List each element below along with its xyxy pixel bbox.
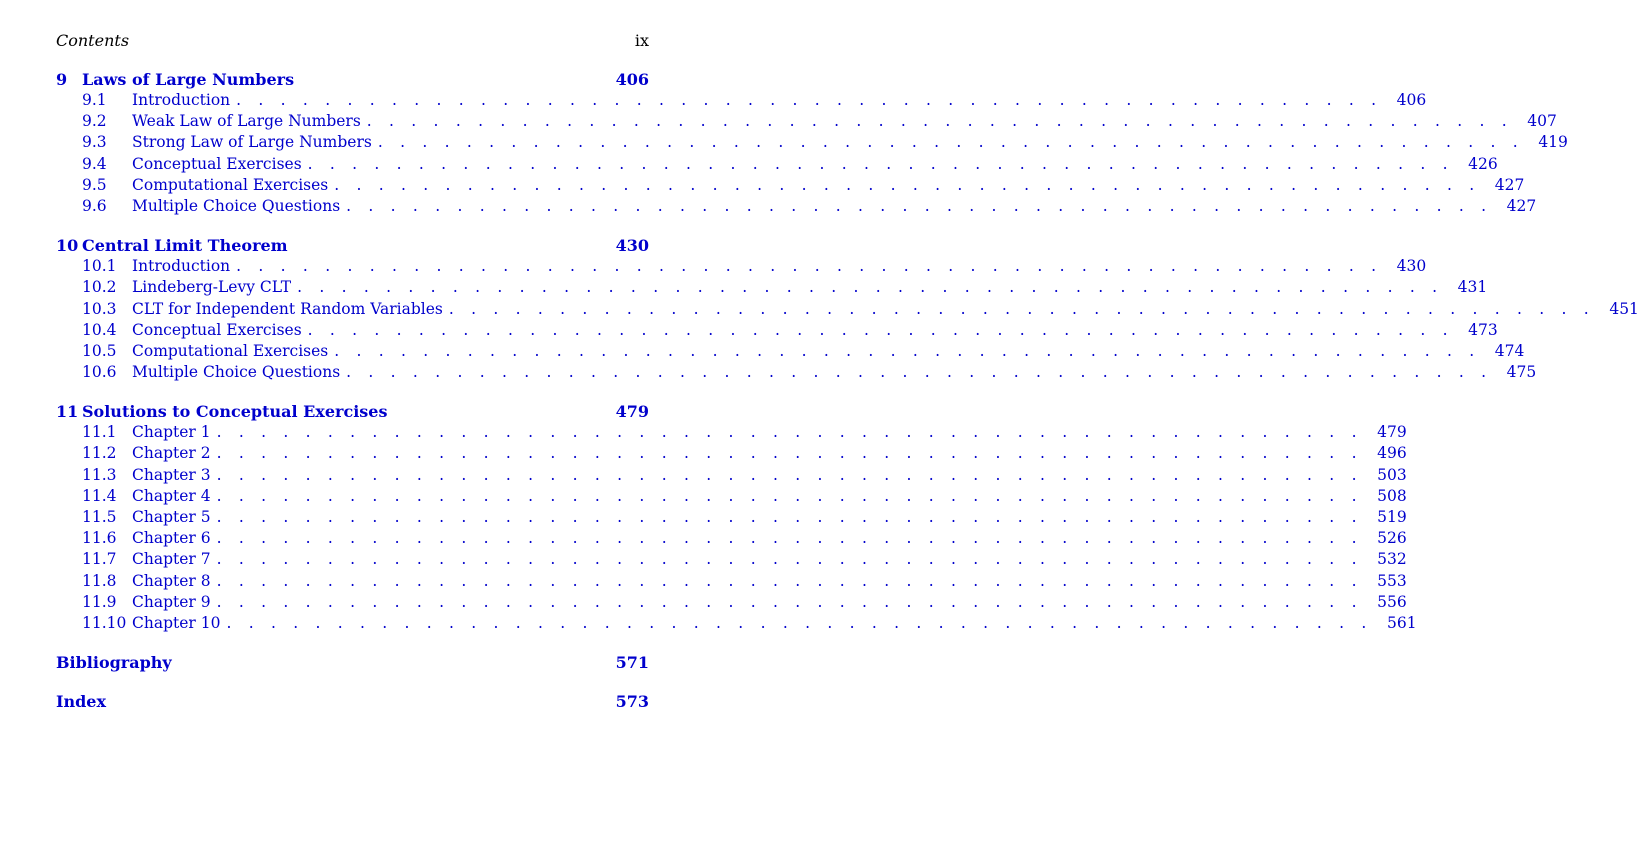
chapter-title: Index (56, 692, 107, 712)
section-number: 10.5 (82, 341, 117, 360)
section-number: 10.6 (82, 363, 117, 382)
dot-leader: . . . . . . . . . . . . . . . . . . . . . . . . . . . . . . . . . . . . . . . . . . . . . . . . . . . . (226, 613, 1373, 632)
section-title: Chapter 2 (132, 444, 211, 463)
section-title: Chapter 10 (132, 613, 221, 632)
chapter-number: 9 (56, 70, 68, 89)
chapter-title: Solutions to Conceptual Exercises (82, 402, 388, 422)
toc-section-link[interactable] (56, 592, 1407, 613)
dot-leader: . . . . . . . . . . . . . . . . . . . . . . . . . . . . . . . . . . . . . . . . . . . . . . . . . . . . (307, 320, 1454, 339)
section-title: Chapter 3 (132, 465, 211, 484)
section-page-number: 503 (1377, 465, 1407, 484)
dot-leader: . . . . . . . . . . . . . . . . . . . . . . . . . . . . . . . . . . . . . . . . . . . . . . . . . . . . (346, 363, 1493, 382)
section-title: Chapter 6 (132, 529, 211, 548)
section-page-number: 427 (1494, 175, 1525, 194)
dot-leader: . . . . . . . . . . . . . . . . . . . . . . . . . . . . . . . . . . . . . . . . . . . . . . . . . . . . (216, 592, 1363, 611)
toc-section-link[interactable] (56, 277, 1488, 298)
chapter-page-number: 430 (615, 236, 649, 256)
toc-chapter (56, 652, 649, 673)
section-page-number: 553 (1377, 571, 1407, 590)
section-page-number: 451 (1609, 299, 1639, 318)
dot-leader: . . . . . . . . . . . . . . . . . . . . . . . . . . . . . . . . . . . . . . . . . . . . . . . . . . . . (334, 341, 1481, 360)
toc-section-link[interactable] (56, 486, 1407, 507)
dot-leader: . . . . . . . . . . . . . . . . . . . . . . . . . . . . . . . . . . . . . . . . . . . . . . . . . . . . (334, 175, 1481, 194)
section-page-number: 474 (1494, 341, 1525, 360)
section-page-number: 519 (1377, 508, 1407, 526)
toc-chapter-link[interactable] (56, 401, 649, 422)
section-number: 11.5 (82, 508, 117, 526)
section-page-number: 406 (1396, 91, 1427, 109)
section-title: Computational Exercises (132, 341, 329, 360)
section-title: Strong Law of Large Numbers (132, 133, 372, 152)
section-page-number: 427 (1506, 196, 1537, 215)
section-number: 11.4 (82, 486, 117, 505)
section-number: 10.1 (82, 257, 117, 276)
section-page-number: 473 (1468, 320, 1498, 339)
toc-section-link[interactable] (56, 154, 1498, 175)
section-title: Chapter 4 (132, 486, 211, 505)
section-title: Chapter 8 (132, 571, 211, 590)
running-head-title: Contents (56, 31, 130, 50)
toc-section-link[interactable] (56, 465, 1407, 486)
toc-section-link[interactable] (56, 613, 1417, 634)
section-title: Chapter 5 (132, 508, 211, 526)
dot-leader: . . . . . . . . . . . . . . . . . . . . . . . . . . . . . . . . . . . . . . . . . . . . . . . . . . . . (216, 486, 1363, 505)
dot-leader: . . . . . . . . . . . . . . . . . . . . . . . . . . . . . . . . . . . . . . . . . . . . . . . . . . . . (216, 529, 1363, 548)
dot-leader: . . . . . . . . . . . . . . . . . . . . . . . . . . . . . . . . . . . . . . . . . . . . . . . . . . . . (366, 112, 1513, 131)
dot-leader: . . . . . . . . . . . . . . . . . . . . . . . . . . . . . . . . . . . . . . . . . . . . . . . . . . . . (377, 133, 1524, 152)
toc-section-link[interactable] (56, 320, 1498, 341)
toc-section-link[interactable] (56, 196, 1537, 217)
section-number: 10.3 (82, 299, 117, 318)
chapter-title: Central Limit Theorem (82, 236, 288, 256)
toc-chapter (56, 691, 649, 712)
section-page-number: 419 (1538, 133, 1568, 152)
toc-chapter (56, 401, 1417, 634)
section-number: 11.7 (82, 550, 117, 569)
chapter-number: 10 (56, 236, 79, 256)
dot-leader: . . . . . . . . . . . . . . . . . . . . . . . . . . . . . . . . . . . . . . . . . . . . . . . . . . . . (307, 154, 1454, 173)
chapter-number: 11 (56, 402, 79, 422)
section-title: Lindeberg-Levy CLT (132, 278, 292, 297)
dot-leader: . . . . . . . . . . . . . . . . . . . . . . . . . . . . . . . . . . . . . . . . . . . . . . . . . . . . (236, 91, 1383, 109)
toc-section-link[interactable] (56, 175, 1525, 196)
section-page-number: 556 (1377, 592, 1407, 611)
section-title: Multiple Choice Questions (132, 196, 341, 215)
section-title: CLT for Independent Random Variables (132, 299, 443, 318)
running-head (56, 31, 649, 51)
page-number: ix (634, 31, 649, 50)
chapter-title: Laws of Large Numbers (82, 70, 295, 89)
section-title: Multiple Choice Questions (132, 363, 341, 382)
section-title: Computational Exercises (132, 175, 329, 194)
section-title: Introduction (132, 91, 231, 109)
section-number: 9.1 (82, 91, 107, 109)
dot-leader: . . . . . . . . . . . . . . . . . . . . . . . . . . . . . . . . . . . . . . . . . . . . . . . . . . . . (216, 550, 1363, 569)
toc-section-link[interactable] (56, 90, 1427, 111)
section-number: 11.6 (82, 529, 117, 548)
section-title: Chapter 1 (132, 423, 211, 442)
toc-chapter-link[interactable] (56, 691, 649, 712)
toc-section-link[interactable] (56, 549, 1407, 570)
section-title: Weak Law of Large Numbers (132, 112, 361, 131)
section-page-number: 561 (1386, 613, 1417, 632)
section-page-number: 496 (1377, 444, 1407, 463)
toc-section-link[interactable] (56, 507, 1407, 528)
section-number: 9.5 (82, 175, 107, 194)
section-number: 11.1 (82, 423, 117, 442)
dot-leader: . . . . . . . . . . . . . . . . . . . . . . . . . . . . . . . . . . . . . . . . . . . . . . . . . . . . (216, 571, 1363, 590)
section-page-number: 426 (1468, 154, 1498, 173)
section-page-number: 532 (1377, 550, 1407, 569)
section-page-number: 508 (1377, 486, 1407, 505)
toc-chapter (56, 235, 1639, 383)
section-number: 10.4 (82, 320, 117, 339)
section-title: Conceptual Exercises (132, 154, 302, 173)
section-number: 9.3 (82, 133, 107, 152)
section-page-number: 431 (1457, 278, 1488, 297)
section-number: 11.9 (82, 592, 117, 611)
section-number: 11.2 (82, 444, 117, 463)
toc-chapter-link[interactable] (56, 69, 649, 90)
chapter-page-number: 479 (615, 402, 649, 422)
dot-leader: . . . . . . . . . . . . . . . . . . . . . . . . . . . . . . . . . . . . . . . . . . . . . . . . . . . . (448, 299, 1595, 318)
toc-section-link[interactable] (56, 422, 1407, 443)
dot-leader: . . . . . . . . . . . . . . . . . . . . . . . . . . . . . . . . . . . . . . . . . . . . . . . . . . . . (236, 257, 1383, 276)
toc-section-link[interactable] (56, 111, 1557, 132)
chapter-page-number: 571 (615, 653, 649, 673)
section-page-number: 479 (1377, 423, 1407, 442)
section-title: Conceptual Exercises (132, 320, 302, 339)
table-of-contents (56, 69, 1639, 730)
section-page-number: 430 (1396, 257, 1427, 276)
section-number: 10.2 (82, 278, 117, 297)
dot-leader: . . . . . . . . . . . . . . . . . . . . . . . . . . . . . . . . . . . . . . . . . . . . . . . . . . . . (216, 423, 1363, 442)
section-number: 11.3 (82, 465, 117, 484)
dot-leader: . . . . . . . . . . . . . . . . . . . . . . . . . . . . . . . . . . . . . . . . . . . . . . . . . . . . (297, 278, 1444, 297)
toc-section-link[interactable] (56, 256, 1427, 277)
section-title: Chapter 7 (132, 550, 211, 569)
dot-leader: . . . . . . . . . . . . . . . . . . . . . . . . . . . . . . . . . . . . . . . . . . . . . . . . . . . . (216, 508, 1363, 526)
toc-chapter-link[interactable] (56, 235, 649, 256)
chapter-title: Bibliography (56, 653, 172, 673)
section-page-number: 407 (1527, 112, 1557, 131)
dot-leader: . . . . . . . . . . . . . . . . . . . . . . . . . . . . . . . . . . . . . . . . . . . . . . . . . . . . (216, 444, 1363, 463)
chapter-page-number: 406 (615, 70, 649, 89)
section-number: 11.8 (82, 571, 117, 590)
section-title: Chapter 9 (132, 592, 211, 611)
toc-chapter (56, 69, 1568, 217)
section-number: 9.4 (82, 154, 107, 173)
dot-leader: . . . . . . . . . . . . . . . . . . . . . . . . . . . . . . . . . . . . . . . . . . . . . . . . . . . . (346, 196, 1493, 215)
toc-section-link[interactable] (56, 443, 1407, 464)
section-page-number: 526 (1377, 529, 1407, 548)
toc-section-link[interactable] (56, 299, 1639, 320)
section-title: Introduction (132, 257, 231, 276)
toc-section-link[interactable] (56, 132, 1568, 153)
section-number: 9.6 (82, 196, 107, 215)
toc-section-link[interactable] (56, 362, 1537, 383)
toc-chapter-link[interactable] (56, 652, 649, 673)
toc-section-link[interactable] (56, 571, 1407, 592)
toc-section-link[interactable] (56, 341, 1525, 362)
toc-section-link[interactable] (56, 528, 1407, 549)
section-number: 11.10 (82, 613, 127, 632)
section-page-number: 475 (1506, 363, 1537, 382)
section-number: 9.2 (82, 112, 107, 131)
chapter-page-number: 573 (615, 692, 649, 712)
dot-leader: . . . . . . . . . . . . . . . . . . . . . . . . . . . . . . . . . . . . . . . . . . . . . . . . . . . . (216, 465, 1363, 484)
